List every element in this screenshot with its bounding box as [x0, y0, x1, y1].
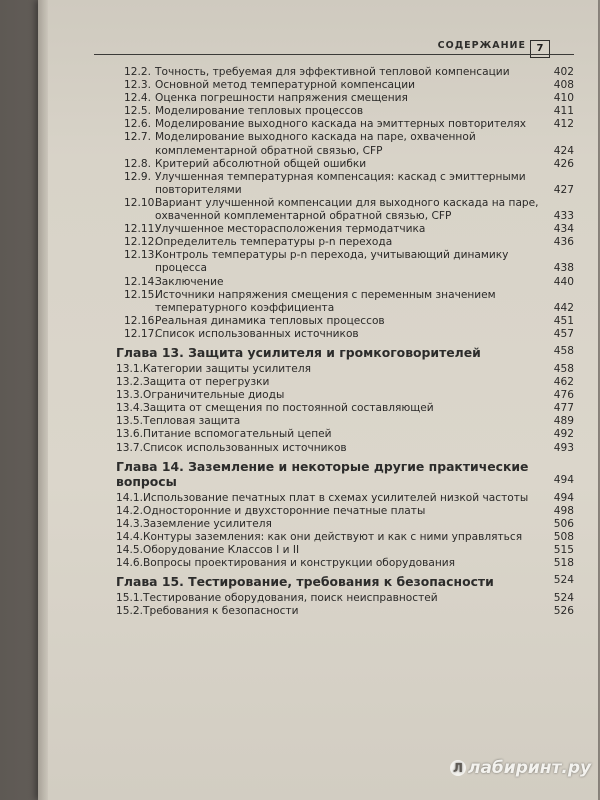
- toc-entry: [124, 171, 574, 197]
- toc-entry: [124, 315, 574, 328]
- toc-entry-page: 498: [553, 504, 574, 517]
- toc-entry-page: 408: [553, 79, 574, 92]
- toc-entry-title-line: Контроль температуры p-n перехода, учитывающий динамику: [155, 249, 509, 262]
- toc-entry: [124, 158, 574, 171]
- toc-entry-title-line: Заключение: [155, 275, 224, 288]
- toc-entry-title-line: Точность, требуемая для эффективной тепловой компенсации: [155, 66, 510, 78]
- toc-entry: [116, 492, 574, 505]
- chapter-heading-14: [116, 459, 574, 489]
- toc-entry-number: 13.1.: [116, 362, 143, 375]
- toc-entry-number: 12.3.: [124, 79, 151, 92]
- toc-entry: [116, 544, 574, 557]
- toc-entry-title: Защита от перегрузки: [143, 376, 270, 389]
- toc-entry-title: [124, 276, 574, 289]
- toc-entry-title-line: комплементарной обратной связью, CFP: [155, 144, 383, 157]
- toc-entry-title-line: Критерий абсолютной общей ошибки: [155, 157, 367, 170]
- watermark-text: лабиринт.ру: [468, 758, 592, 778]
- toc-entry-page: 493: [553, 441, 574, 454]
- toc-entry: [124, 131, 574, 157]
- table-of-contents: [116, 66, 574, 618]
- toc-entry-number: 14.4.: [116, 530, 143, 543]
- toc-entry-number: 12.14.: [124, 275, 158, 288]
- toc-entry-title: [124, 158, 574, 171]
- toc-entry-page: 434: [553, 223, 574, 236]
- toc-entry-title: [124, 328, 574, 341]
- toc-entry-title: [124, 66, 574, 79]
- toc-entry-number: 13.7.: [116, 441, 143, 454]
- toc-entry-title-line: Оценка погрешности напряжения смещения: [155, 92, 408, 105]
- toc-entry-number: 12.10.: [124, 196, 158, 209]
- toc-entry-number: 12.13.: [124, 249, 158, 262]
- toc-entry-title: [124, 236, 574, 249]
- toc-entry-title: Заземление усилителя: [143, 517, 272, 530]
- toc-entry: [116, 557, 574, 570]
- toc-entry-title-line: Моделирование тепловых процессов: [155, 105, 364, 118]
- chapter-title-line: вопросы: [116, 473, 177, 489]
- toc-entry-page: 508: [553, 530, 574, 543]
- toc-entry: [116, 442, 574, 455]
- toc-entry-title: Требования к безопасности: [143, 605, 299, 618]
- toc-entry-page: 518: [553, 557, 574, 570]
- toc-entry-title: [124, 131, 574, 157]
- toc-entry-title: Односторонние и двухсторонние печатные платы: [143, 504, 426, 517]
- labirint-logo-icon: Л: [450, 760, 466, 776]
- toc-entry: [124, 92, 574, 105]
- toc-entry: [116, 505, 574, 518]
- toc-entry: [116, 518, 574, 531]
- toc-entry-title: [124, 289, 574, 315]
- toc-entry-page: 489: [553, 415, 574, 428]
- toc-entry-number: 12.8.: [124, 157, 151, 170]
- toc-entry: [116, 592, 574, 605]
- toc-section-chapter-13: [116, 362, 574, 455]
- toc-entry-title-line: температурного коэффициента: [155, 301, 335, 314]
- toc-entry-page: 442: [553, 301, 574, 314]
- toc-entry-page: 412: [553, 118, 574, 131]
- toc-entry-number: 12.5.: [124, 105, 151, 118]
- toc-entry-title: Оборудование Классов I и II: [143, 544, 300, 556]
- toc-entry: [124, 289, 574, 315]
- toc-entry-page: 424: [553, 144, 574, 157]
- chapter-title-line: Глава 14. Заземление и некоторые другие практические: [116, 458, 529, 474]
- toc-entry: [116, 363, 574, 376]
- toc-entry-number: 13.5.: [116, 415, 143, 428]
- toc-entry-title-line: Улучшенная температурная компенсация: каскад с эмиттерными: [155, 170, 526, 183]
- toc-entry-number: 14.2.: [116, 504, 143, 517]
- toc-entry-number: 15.1.: [116, 592, 143, 605]
- toc-entry-number: 12.9.: [124, 170, 151, 183]
- toc-entry-page: 410: [553, 92, 574, 105]
- toc-entry-number: 13.4.: [116, 402, 143, 415]
- toc-entry-title-line: охваченной комплементарной обратной связью, CFP: [155, 210, 452, 223]
- toc-entry-number: 14.6.: [116, 557, 143, 570]
- toc-entry-title-line: Моделирование выходного каскада на паре, охваченной: [155, 131, 476, 144]
- toc-entry-page: 402: [553, 66, 574, 78]
- chapter-page: 524: [553, 574, 574, 587]
- toc-entry-title-line: Улучшенное месторасположения термодатчика: [155, 223, 426, 236]
- toc-entry-title: [124, 315, 574, 328]
- toc-entry: [124, 223, 574, 236]
- toc-entry: [124, 276, 574, 289]
- toc-entry-title: [124, 197, 574, 223]
- toc-entry: [116, 605, 574, 618]
- toc-entry-page: 458: [553, 362, 574, 375]
- toc-entry-title: Питание вспомогательный цепей: [143, 428, 332, 441]
- toc-entry-title: Вопросы проектирования и конструкции оборудования: [143, 557, 456, 570]
- toc-entry-page: 436: [553, 236, 574, 249]
- toc-entry-page: 526: [553, 605, 574, 618]
- toc-entry-title: Защита от смещения по постоянной составляющей: [143, 402, 434, 415]
- chapter-title-line: Глава 15. Тестирование, требования к безопасности: [116, 574, 494, 590]
- toc-entry-title: [124, 105, 574, 118]
- toc-entry: [124, 118, 574, 131]
- toc-entry-title: Список использованных источников: [143, 441, 347, 454]
- toc-entry-title-line: Реальная динамика тепловых процессов: [155, 314, 385, 327]
- toc-entry-page: 457: [553, 327, 574, 340]
- header-rule: [94, 54, 574, 55]
- watermark-logo: [450, 758, 591, 778]
- toc-entry-page: 476: [553, 389, 574, 402]
- toc-section-chapter-14: [116, 491, 574, 571]
- toc-entry-page: 411: [553, 105, 574, 118]
- toc-entry-title: [124, 118, 574, 131]
- toc-entry-number: 14.5.: [116, 544, 143, 556]
- toc-entry: [116, 531, 574, 544]
- chapter-page: 494: [553, 473, 574, 486]
- toc-entry-number: 12.12.: [124, 236, 158, 249]
- toc-entry-page: 433: [553, 210, 574, 223]
- running-header: СОДЕРЖАНИЕ: [437, 40, 526, 51]
- toc-entry-number: 14.1.: [116, 491, 143, 504]
- toc-entry-number: 13.2.: [116, 376, 143, 389]
- toc-entry-title-line: Список использованных источников: [155, 327, 359, 340]
- toc-entry-number: 12.4.: [124, 92, 151, 105]
- toc-entry-title-line: Моделирование выходного каскада на эмиттерных повторителях: [155, 118, 527, 131]
- toc-entry-title-line: процесса: [155, 262, 208, 275]
- toc-entry: [124, 328, 574, 341]
- toc-entry-number: 12.15.: [124, 288, 158, 301]
- book-page: [38, 0, 598, 800]
- toc-entry-page: 492: [553, 428, 574, 441]
- chapter-heading-15: [116, 574, 574, 589]
- toc-entry: [116, 415, 574, 428]
- toc-entry: [116, 428, 574, 441]
- toc-entry-page: 462: [553, 376, 574, 389]
- toc-entry-title: Контуры заземления: как они действуют и как с ними управляться: [143, 530, 523, 543]
- toc-entry-number: 13.6.: [116, 428, 143, 441]
- toc-entry-number: 12.6.: [124, 118, 151, 131]
- toc-entry-number: 12.16.: [124, 314, 158, 327]
- toc-section-chapter-15: [116, 592, 574, 618]
- toc-entry-page: 515: [553, 544, 574, 556]
- toc-entry-number: 13.3.: [116, 389, 143, 402]
- toc-entry: [124, 236, 574, 249]
- chapter-heading-13: [116, 345, 574, 360]
- toc-entry-title: Ограничительные диоды: [143, 389, 285, 402]
- toc-entry-page: 438: [553, 262, 574, 275]
- toc-entry: [124, 249, 574, 275]
- toc-entry: [124, 197, 574, 223]
- toc-entry-page: 440: [553, 275, 574, 288]
- toc-entry-page: 524: [553, 592, 574, 605]
- toc-entry-page: 477: [553, 402, 574, 415]
- toc-entry-number: 15.2.: [116, 605, 143, 618]
- toc-entry: [124, 66, 574, 79]
- toc-entry-number: 12.11.: [124, 223, 158, 236]
- chapter-title-line: Глава 13. Защита усилителя и громкоговорителей: [116, 344, 481, 360]
- toc-entry-title: Тестирование оборудования, поиск неисправностей: [143, 592, 438, 605]
- toc-entry-title: Использование печатных плат в схемах усилителей низкой частоты: [143, 491, 529, 504]
- toc-entry-title-line: Вариант улучшенной компенсации для выходного каскада на паре,: [155, 196, 539, 209]
- toc-entry-title-line: Основной метод температурной компенсации: [155, 79, 416, 92]
- toc-entry-page: 506: [553, 517, 574, 530]
- toc-entry-title: [124, 79, 574, 92]
- toc-entry-title-line: Определитель температуры p-n перехода: [155, 236, 393, 249]
- toc-entry-title: Тепловая защита: [143, 415, 241, 428]
- toc-entry-title: Категории защиты усилителя: [143, 362, 311, 375]
- toc-section-chapter-12: [124, 66, 574, 341]
- toc-entry-title-line: повторителями: [155, 183, 242, 196]
- page-number-box: 7: [530, 40, 550, 58]
- toc-entry: [124, 105, 574, 118]
- toc-entry-page: 427: [553, 183, 574, 196]
- toc-entry: [116, 389, 574, 402]
- toc-entry-number: 12.7.: [124, 131, 151, 144]
- toc-entry-title: [124, 92, 574, 105]
- toc-entry-title: [124, 249, 574, 275]
- toc-entry-title: [124, 223, 574, 236]
- toc-entry: [116, 376, 574, 389]
- toc-entry-number: 12.17.: [124, 327, 158, 340]
- page-gutter: [38, 0, 48, 800]
- toc-entry-number: 12.2.: [124, 66, 151, 78]
- toc-entry: [124, 79, 574, 92]
- toc-entry-number: 14.3.: [116, 517, 143, 530]
- toc-entry-page: 451: [553, 314, 574, 327]
- toc-entry-page: 426: [553, 157, 574, 170]
- chapter-page: 458: [553, 344, 574, 357]
- toc-entry-page: 494: [553, 491, 574, 504]
- toc-entry-title-line: Источники напряжения смещения с переменным значением: [155, 288, 496, 301]
- toc-entry: [116, 402, 574, 415]
- toc-entry-title: [124, 171, 574, 197]
